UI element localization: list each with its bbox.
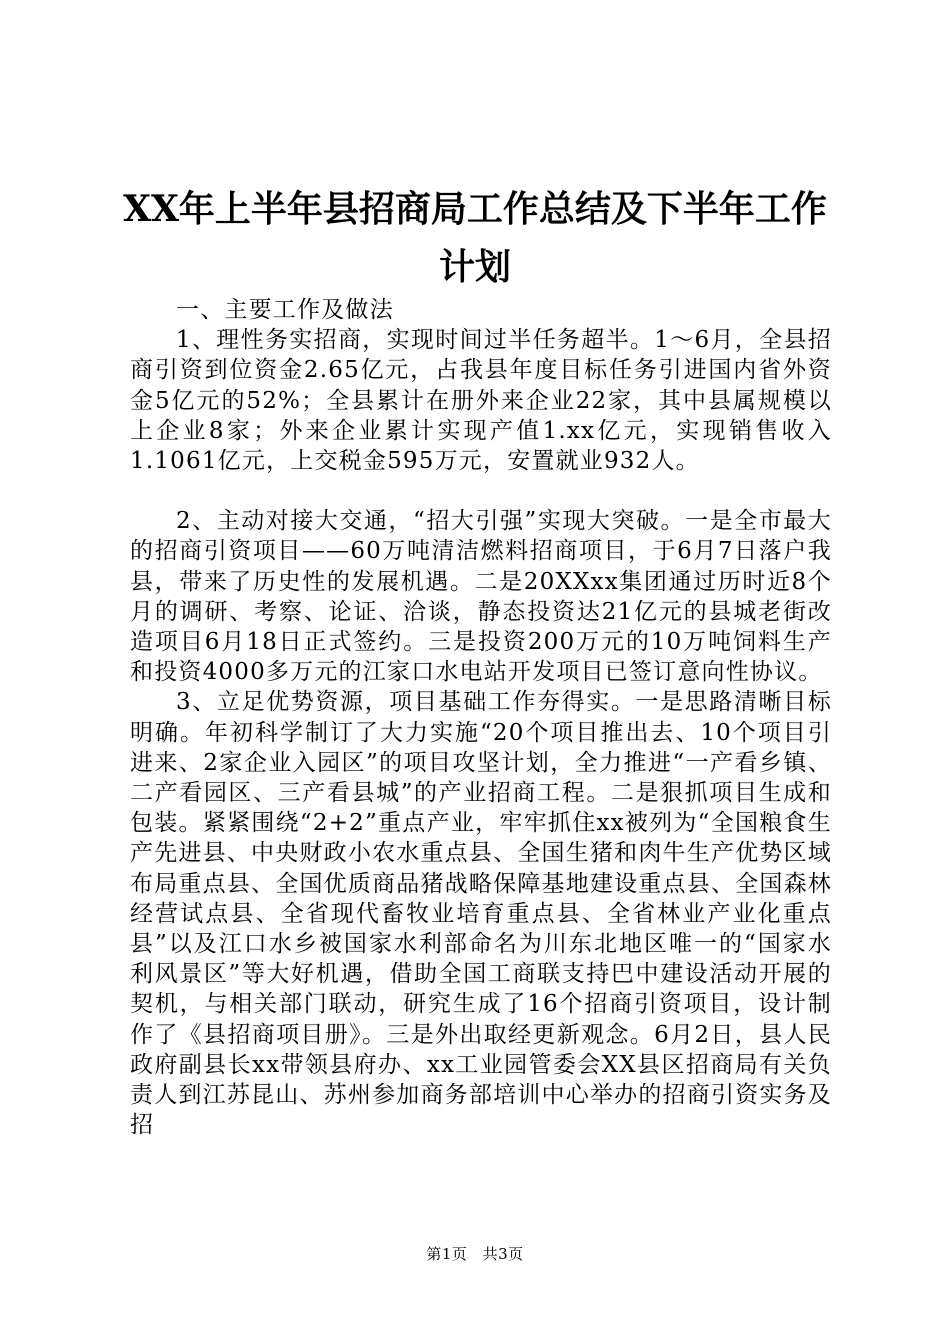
paragraph-2: 2、主动对接大交通，“招大引强”实现大突破。一是全市最大的招商引资项目——60万吨清洁燃料招商项目，于6月7日落户我县，带来了历史性的发展机遇。二是20XXxx集团通过历时近8个月的调研、考察、论证、洽谈，静态投资达21亿元的县城老街改造项目6月18日正式签约。三是投资200万元的10万吨饲料生产和投资4000多万元的江家口水电站开发项目已签订意向性协议。 <box>130 508 832 686</box>
section-heading: 一、主要工作及做法 <box>176 297 394 323</box>
page-number: 第1页 <box>426 1245 468 1263</box>
document-title: XX年上半年县招商局工作总结及下半年工作计划 <box>123 188 827 288</box>
page-total: 共3页 <box>482 1245 524 1263</box>
paragraph-1: 1、理性务实招商，实现时间过半任务超半。1～6月，全县招商引资到位资金2.65亿元，占我县年度目标任务引进国内省外资金5亿元的52%；全县累计在册外来企业22家，其中县属规模以上企业8家；外来企业累计实现产值1.xx亿元，实现销售收入1.1061亿元，上交税金595万元，安置就业932人。 <box>130 327 832 475</box>
page-footer <box>0 1244 950 1264</box>
paragraph-3: 3、立足优势资源，项目基础工作夯得实。一是思路清晰目标明确。年初科学制订了大力实施“20个项目推出去、10个项目引进来、2家企业入园区”的项目攻坚计划，全力推进“一产看乡镇、二产看园区、三产看县城”的产业招商工程。二是狠抓项目生成和包装。紧紧围绕“2+2”重点产业，牢牢抓住xx被列为“全国粮食生产先进县、中央财政小农水重点县、全国生猪和肉牛生产优势区域布局重点县、全国优质商品猪战略保障基地建设重点县、全国森林经营试点县、全省现代畜牧业培育重点县、全省林业产业化重点县”以及江口水乡被国家水利部命名为川东北地区唯一的“国家水利风景区”等大好机遇，借助全国工商联支持巴中建设活动开展的契机，与相关部门联动，研究生成了16个招商引资项目，设计制作了《县招商项目册》。三是外出取经更新观念。6月2日，县人民政府副县长xx带领县府办、xx工业园管委会XX县区招商局有关负责人到江苏昆山、苏州参加商务部培训中心举办的招商引资实务及招 <box>130 689 832 1139</box>
document-body <box>130 295 832 1140</box>
